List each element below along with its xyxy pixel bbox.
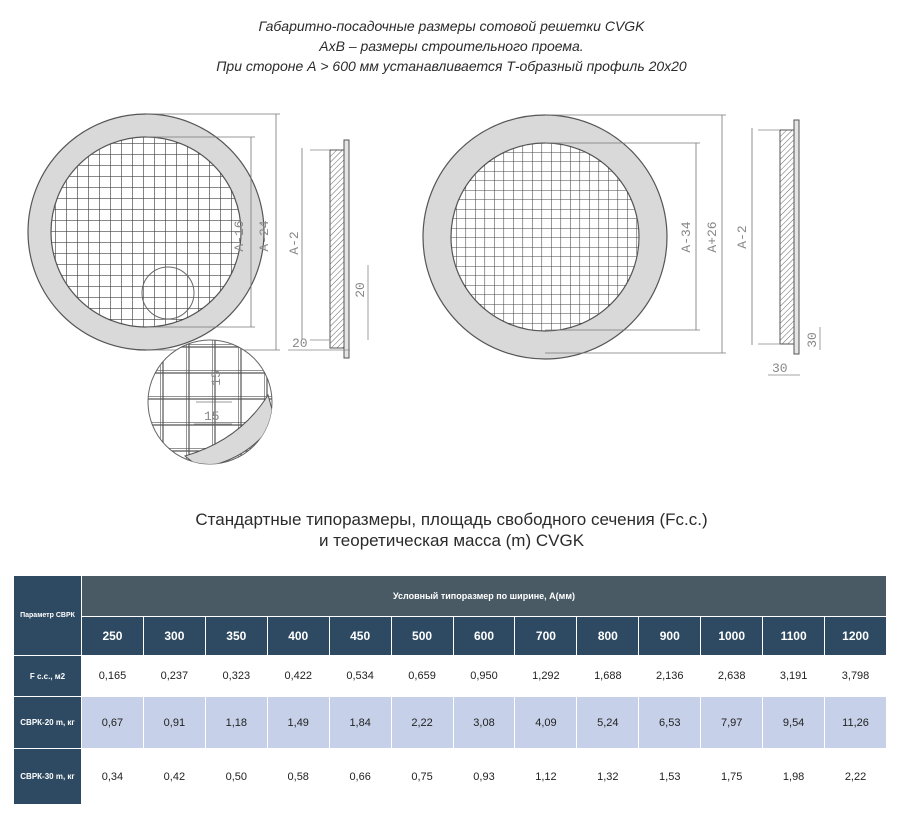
table-body (14, 656, 887, 805)
table-cell: 0,659 (391, 656, 453, 697)
size-header-cell: 600 (453, 617, 515, 656)
right-dim-inner: А-34 (679, 221, 694, 253)
right-grille (423, 115, 667, 359)
table-title-line-2: и теоретическая масса (m) CVGK (318, 531, 585, 550)
table-cell: 1,98 (763, 749, 825, 805)
table-cell: 2,638 (701, 656, 763, 697)
table-cell: 0,75 (391, 749, 453, 805)
table-cell: 2,22 (825, 749, 887, 805)
table-cell: 0,534 (329, 656, 391, 697)
table-cell: 0,91 (143, 697, 205, 749)
size-header-cell: 350 (205, 617, 267, 656)
size-header-cell: 700 (515, 617, 577, 656)
caption-line-3: При стороне А > 600 мм устанавливается Т-образный профиль 20х20 (216, 58, 687, 74)
table-title-line-1: Стандартные типоразмеры, площадь свободного сечения (Fс.с.) (195, 510, 708, 529)
caption-line-2: АхВ – размеры строительного проема. (319, 38, 584, 54)
param-header: Параметр СВРК (14, 576, 82, 656)
caption-line-1: Габаритно-посадочные размеры сотовой решетки CVGK (258, 18, 645, 34)
table-cell: 1,32 (577, 749, 639, 805)
table-cell: 1,49 (267, 697, 329, 749)
size-header-cell: 1100 (763, 617, 825, 656)
left-dim-outer: А-24 (257, 220, 272, 252)
table-cell: 1,84 (329, 697, 391, 749)
size-header-cell: 1000 (701, 617, 763, 656)
table-cell: 0,165 (82, 656, 144, 697)
table-cell: 3,798 (825, 656, 887, 697)
detail-view (148, 340, 275, 468)
table-row (14, 749, 887, 805)
table-cell: 9,54 (763, 697, 825, 749)
table-cell: 3,191 (763, 656, 825, 697)
row-label: F с.с., м2 (14, 656, 82, 697)
sizes-table (13, 575, 887, 805)
left-dim-inner: А-16 (232, 220, 247, 252)
table-cell: 7,97 (701, 697, 763, 749)
table-cell: 3,08 (453, 697, 515, 749)
table-cell: 1,18 (205, 697, 267, 749)
table-cell: 0,42 (143, 749, 205, 805)
size-header-cell: 450 (329, 617, 391, 656)
table-cell: 2,22 (391, 697, 453, 749)
right-dim-outer: А+26 (705, 221, 720, 253)
size-header-cell: 900 (639, 617, 701, 656)
size-header-row (14, 617, 887, 656)
row-label: СВРК-30 m, кг (14, 749, 82, 805)
size-header-cell: 800 (577, 617, 639, 656)
size-header-cell: 250 (82, 617, 144, 656)
detail-dim-vertical: 15 (209, 370, 224, 386)
table-cell: 11,26 (825, 697, 887, 749)
row-label: СВРК-20 m, кг (14, 697, 82, 749)
table-row (14, 697, 887, 749)
left-dim-side: А-2 (287, 231, 302, 255)
table-cell: 0,422 (267, 656, 329, 697)
left-dim-depth: 20 (353, 282, 368, 298)
right-dim-depth: 30 (805, 332, 820, 348)
left-dim-flange: 20 (292, 336, 308, 351)
table-cell: 6,53 (639, 697, 701, 749)
table-cell: 4,09 (515, 697, 577, 749)
table-cell: 1,688 (577, 656, 639, 697)
table-cell: 0,50 (205, 749, 267, 805)
table-cell: 1,12 (515, 749, 577, 805)
detail-dim-horizontal: 15 (204, 409, 220, 424)
right-dim-flange: 30 (772, 361, 788, 376)
table-cell: 0,66 (329, 749, 391, 805)
size-header-cell: 400 (267, 617, 329, 656)
table-cell: 2,136 (639, 656, 701, 697)
table-cell: 1,53 (639, 749, 701, 805)
table-cell: 0,950 (453, 656, 515, 697)
right-dim-side: А-2 (735, 225, 750, 249)
table-cell: 0,34 (82, 749, 144, 805)
size-header-cell: 300 (143, 617, 205, 656)
technical-drawing (0, 88, 903, 468)
table-cell: 0,237 (143, 656, 205, 697)
table-cell: 1,75 (701, 749, 763, 805)
size-header-cell: 1200 (825, 617, 887, 656)
table-cell: 5,24 (577, 697, 639, 749)
table-cell: 0,93 (453, 749, 515, 805)
left-grille (28, 114, 264, 350)
table-cell: 0,58 (267, 749, 329, 805)
table-row (14, 656, 887, 697)
table-cell: 0,323 (205, 656, 267, 697)
table-cell: 1,292 (515, 656, 577, 697)
size-span-header: Условный типоразмер по ширине, А(мм) (82, 576, 887, 617)
size-header-cell: 500 (391, 617, 453, 656)
table-cell: 0,67 (82, 697, 144, 749)
